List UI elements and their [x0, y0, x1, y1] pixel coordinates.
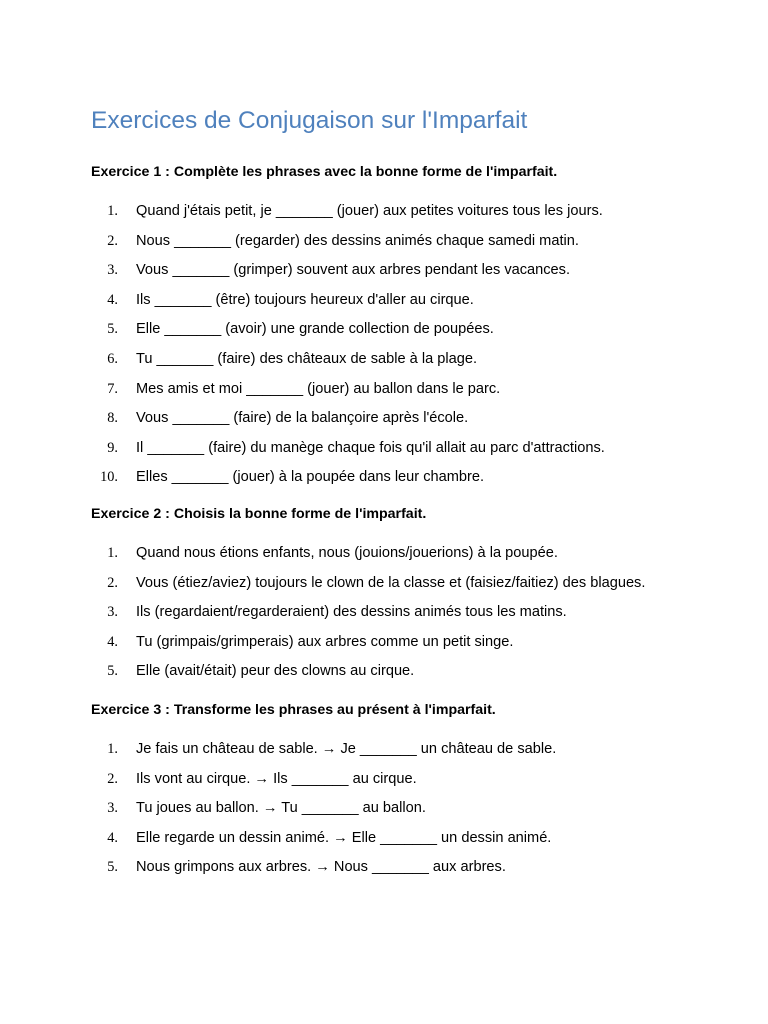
item-text: Quand j'étais petit, je _______ (jouer) aux petites voitures tous les jours. [136, 203, 603, 219]
exercise-2-heading: Exercice 2 : Choisis la bonne forme de l'imparfait. [91, 506, 427, 522]
list-item [91, 467, 751, 497]
item-text: Elle regarde un dessin animé. → Elle _______ un dessin animé. [136, 829, 552, 846]
item-text: Mes amis et moi _______ (jouer) au ballon dans le parc. [136, 380, 501, 397]
list-item [91, 408, 751, 438]
item-text: Ils vont au cirque. → Ils _______ au cirque. [136, 770, 417, 787]
item-text: Elle (avait/était) peur des clowns au cirque. [136, 663, 415, 680]
exercise-1 [91, 162, 751, 497]
item-text: Tu joues au ballon. → Tu _______ au ballon. [136, 800, 426, 817]
list-item [91, 260, 751, 290]
list-item [91, 201, 751, 231]
item-number: 4. [107, 633, 118, 650]
item-number: 3. [107, 800, 118, 817]
item-number: 5. [107, 663, 118, 680]
list-item [91, 438, 751, 468]
item-number: 5. [107, 321, 118, 338]
item-number: 3. [107, 604, 118, 621]
exercise-1-list [91, 201, 751, 497]
list-item [91, 632, 751, 662]
list-item [91, 290, 751, 320]
item-text: Vous _______ (grimper) souvent aux arbres pendant les vacances. [136, 262, 571, 279]
item-text: Tu (grimpais/grimperais) aux arbres comme un petit singe. [136, 633, 514, 650]
item-number: 4. [107, 291, 118, 308]
item-number: 2. [107, 770, 118, 787]
item-number: 1. [107, 545, 118, 561]
exercise-3-heading: Exercice 3 : Transforme les phrases au présent à l'imparfait. [91, 702, 496, 718]
list-item [91, 828, 751, 858]
item-text: Je fais un château de sable. → Je _______ un château de sable. [136, 741, 557, 757]
item-text: Vous (étiez/aviez) toujours le clown de la classe et (faisiez/faitiez) des blagues. [136, 574, 646, 591]
list-item [91, 769, 751, 799]
page-title: Exercices de Conjugaison sur l'Imparfait [91, 107, 528, 134]
item-number: 7. [107, 380, 118, 397]
exercise-3-list [91, 739, 751, 887]
list-item [91, 857, 751, 887]
item-number: 1. [107, 741, 118, 757]
list-item [91, 739, 751, 769]
list-item [91, 661, 751, 691]
item-text: Il _______ (faire) du manège chaque fois qu'il allait au parc d'attractions. [136, 439, 605, 456]
item-number: 5. [107, 859, 118, 876]
item-text: Quand nous étions enfants, nous (jouions/jouerions) à la poupée. [136, 545, 558, 561]
list-item [91, 543, 751, 573]
item-text: Elle _______ (avoir) une grande collection de poupées. [136, 321, 494, 338]
item-text: Nous _______ (regarder) des dessins animés chaque samedi matin. [136, 232, 579, 249]
list-item [91, 319, 751, 349]
item-number: 9. [107, 439, 118, 456]
item-text: Elles _______ (jouer) à la poupée dans leur chambre. [136, 469, 485, 486]
item-number: 3. [107, 262, 118, 279]
item-number: 2. [107, 574, 118, 591]
item-text: Nous grimpons aux arbres. → Nous _______ aux arbres. [136, 859, 506, 876]
item-text: Ils (regardaient/regarderaient) des dessins animés tous les matins. [136, 604, 567, 621]
list-item [91, 379, 751, 409]
exercise-1-heading: Exercice 1 : Complète les phrases avec la bonne forme de l'imparfait. [91, 164, 558, 180]
item-number: 8. [107, 410, 118, 427]
item-number: 4. [107, 829, 118, 846]
item-number: 2. [107, 232, 118, 249]
exercise-3 [91, 700, 751, 887]
exercise-2 [91, 504, 751, 691]
item-text: Vous _______ (faire) de la balançoire après l'école. [136, 410, 469, 427]
item-number: 10. [100, 469, 118, 486]
item-text: Ils _______ (être) toujours heureux d'aller au cirque. [136, 291, 474, 308]
list-item [91, 602, 751, 632]
list-item [91, 573, 751, 603]
list-item [91, 798, 751, 828]
item-number: 1. [107, 203, 118, 219]
item-text: Tu _______ (faire) des châteaux de sable à la plage. [136, 350, 478, 367]
exercise-2-list [91, 543, 751, 691]
list-item [91, 231, 751, 261]
item-number: 6. [107, 350, 118, 367]
list-item [91, 349, 751, 379]
